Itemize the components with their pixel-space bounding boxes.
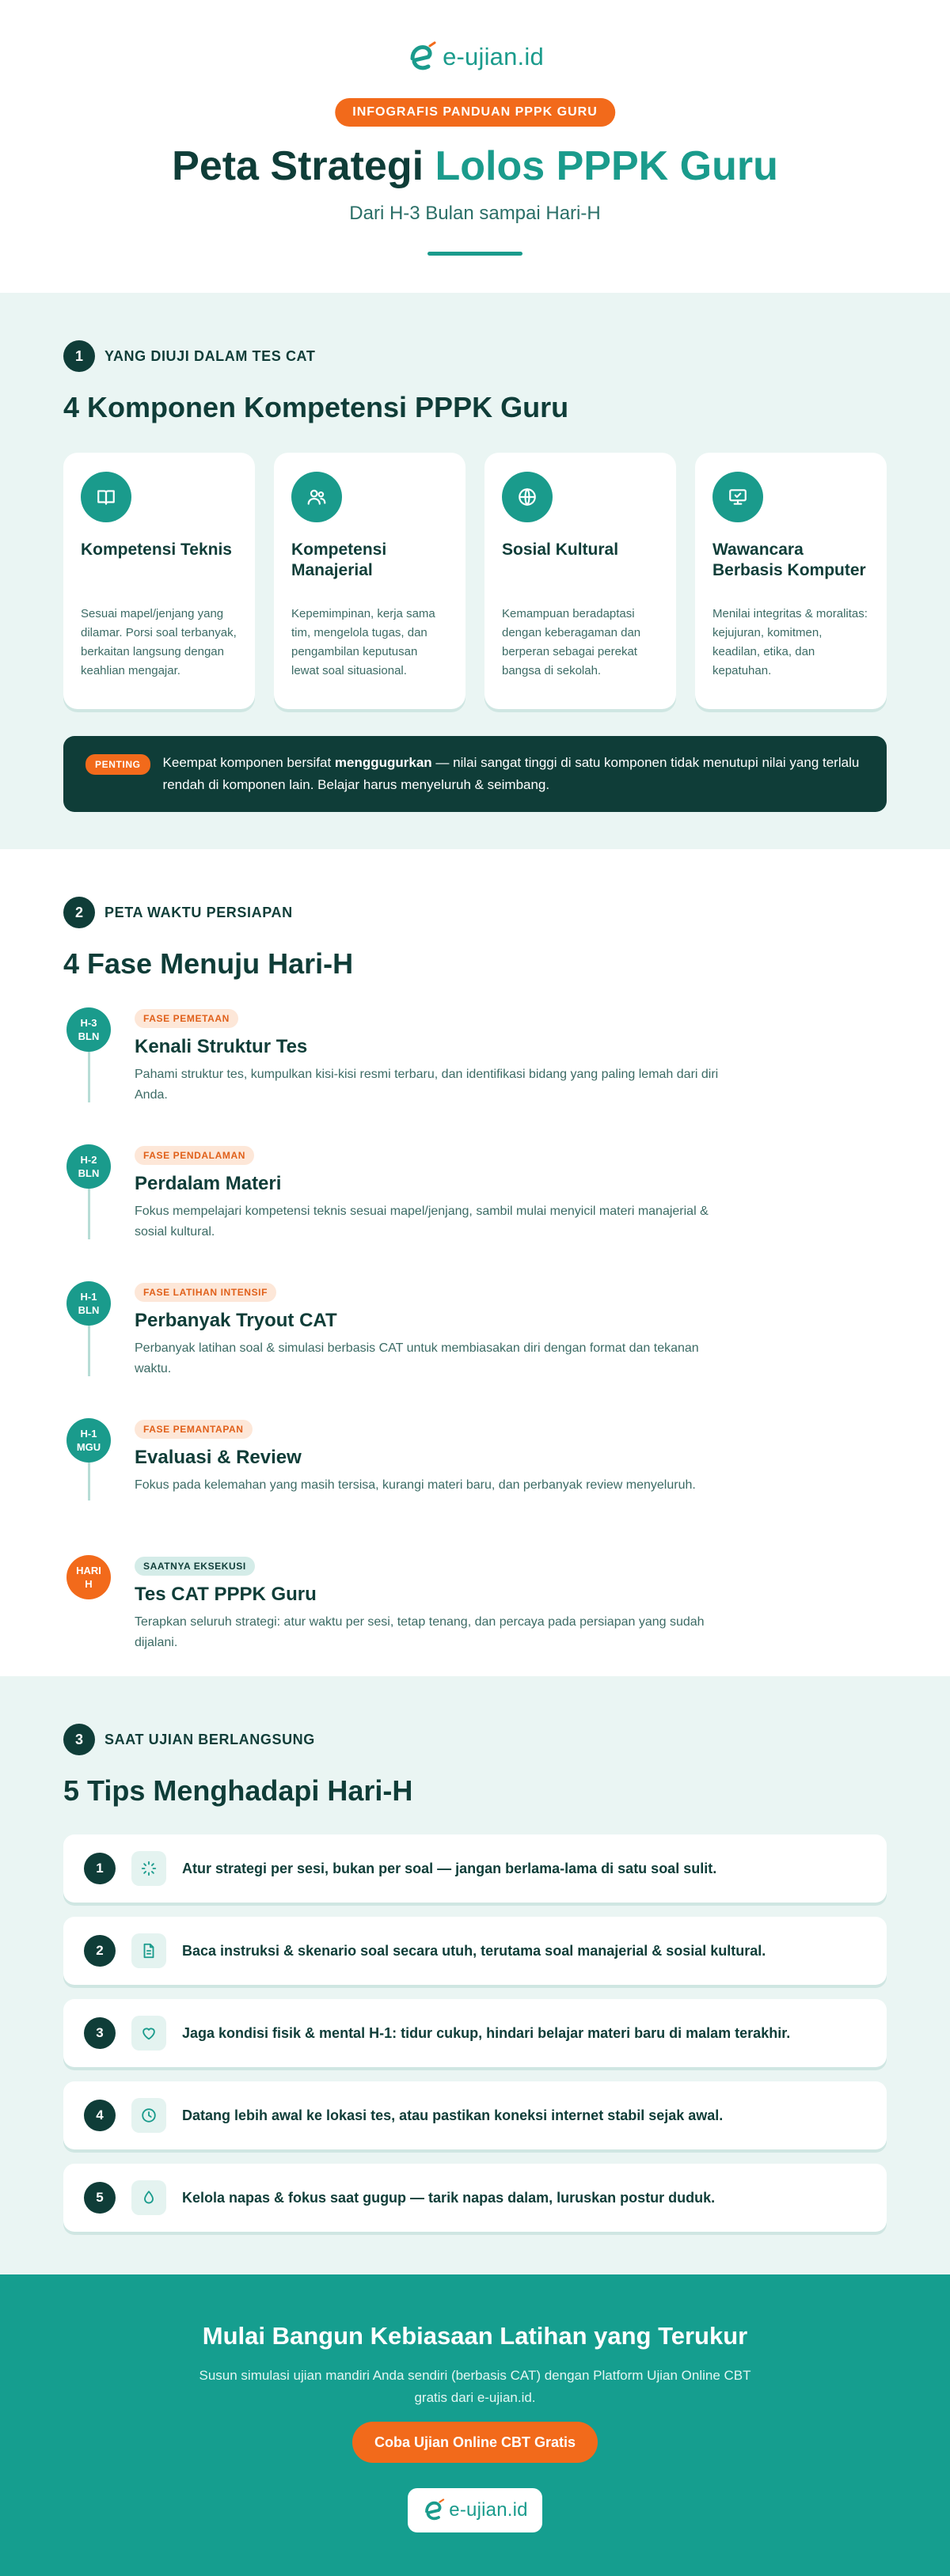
phase-tag: FASE PENDALAMAN [135, 1146, 254, 1165]
e-logo-icon [406, 41, 438, 73]
card-title: Kompetensi Teknis [81, 541, 232, 559]
phase-tag: SAATNYA EKSEKUSI [135, 1557, 255, 1576]
footer-cta [0, 2274, 950, 2576]
section-tips [0, 1676, 950, 2274]
section-head [63, 897, 887, 928]
phase-marker [66, 1418, 111, 1463]
section-head [63, 340, 887, 372]
card-desc: Kepemimpinan, kerja sama tim, mengelola tugas, dan pengambilan keputusan lewat soal situasional. [291, 607, 435, 677]
page-title-main: Peta Strategi [172, 143, 435, 189]
timeline-phase-final [63, 1555, 887, 1692]
users-icon [291, 472, 342, 522]
tip-text: Jaga kondisi fisik & mental H-1: tidur cukup, hindari belajar materi baru di malam terakhir. [182, 2024, 791, 2041]
component-card [695, 453, 887, 709]
phase-marker-line1: HARI [76, 1565, 101, 1576]
tip-number: 5 [84, 2182, 116, 2214]
phase-marker-line1: H-2 [80, 1154, 97, 1166]
tip-text: Kelola napas & fokus saat gugup — tarik napas dalam, luruskan postur duduk. [182, 2189, 716, 2206]
phase-marker [66, 1555, 111, 1599]
section-number: 2 [63, 897, 95, 928]
phase-desc: Fokus pada kelemahan yang masih tersisa, kurangi materi baru, dan perbanyak review menyeluruh. [135, 1478, 696, 1492]
notice-text-bold: menggugurkan [334, 755, 432, 770]
notice-text-after: — nilai sangat tinggi di satu komponen tidak menutupi nilai yang terlalu rendah di komponen lain. Belajar harus menyeluruh & seimbang. [162, 755, 860, 792]
notice-text-before: Keempat komponen bersifat [162, 755, 335, 770]
phase-title: Evaluasi & Review [135, 1447, 302, 1468]
phase-desc: Pahami struktur tes, kumpulkan kisi-kisi resmi terbaru, dan identifikasi bidang yang paling lemah dari diri Anda. [135, 1068, 719, 1102]
notice-badge: PENTING [86, 754, 150, 775]
header-pill: INFOGRAFIS PANDUAN PPPK GURU [335, 98, 615, 127]
page-subtitle: Dari H-3 Bulan sampai Hari-H [349, 203, 601, 224]
card-desc: Sesuai mapel/jenjang yang dilamar. Porsi soal terbanyak, berkaitan langsung dengan keahlian mengajar. [81, 607, 237, 677]
header [0, 0, 950, 293]
phase-connector [88, 1463, 90, 1500]
tips-list [63, 1834, 887, 2232]
phase-marker [66, 1281, 111, 1326]
component-card [63, 453, 255, 709]
timeline-phase [63, 1418, 887, 1555]
globe-icon [502, 472, 553, 522]
phase-title: Perbanyak Tryout CAT [135, 1310, 337, 1331]
phase-tag: FASE PEMETAAN [135, 1009, 238, 1028]
phase-connector [88, 1052, 90, 1102]
card-title: Wawancara Berbasis Komputer [712, 541, 866, 579]
tip-text: Datang lebih awal ke lokasi tes, atau pastikan koneksi internet stabil sejak awal. [182, 2107, 724, 2123]
cta-desc: Susun simulasi ujian mandiri Anda sendiri (berbasis CAT) dengan Platform Ujian Online CBT gratis dari e-ujian.id. [199, 2368, 751, 2405]
phase-marker-line2: MGU [76, 1441, 101, 1453]
section-label: YANG DIUJI DALAM TES CAT [104, 347, 316, 364]
card-desc: Kemampuan beradaptasi dengan keberagaman dan berperan sebagai perekat bangsa di sekolah. [502, 607, 641, 677]
try-free-cbt-button[interactable]: Coba Ujian Online CBT Gratis [352, 2422, 598, 2463]
brand-logo[interactable] [0, 41, 950, 73]
tip-number: 2 [84, 1935, 116, 1967]
timeline-phase [63, 1144, 887, 1281]
drop-icon [131, 2180, 166, 2215]
phase-marker-line2: BLN [78, 1030, 100, 1042]
heart-icon [131, 2016, 166, 2051]
tip-item [63, 2164, 887, 2232]
component-card [484, 453, 676, 709]
phase-marker-line1: H-1 [80, 1428, 97, 1440]
tip-number: 1 [84, 1853, 116, 1884]
phase-connector [88, 1326, 90, 1376]
section-head [63, 1724, 887, 1755]
phase-desc: Perbanyak latihan soal & simulasi berbasis CAT untuk membiasakan diri dengan format dan tekanan waktu. [135, 1341, 699, 1375]
section-number: 3 [63, 1724, 95, 1755]
tip-item [63, 1999, 887, 2067]
phase-marker [66, 1007, 111, 1052]
section-title: 4 Komponen Kompetensi PPPK Guru [63, 391, 569, 423]
section-components [0, 293, 950, 849]
cta-title: Mulai Bangun Kebiasaan Latihan yang Terukur [202, 2322, 748, 2350]
section-label: PETA WAKTU PERSIAPAN [104, 904, 293, 920]
phase-marker-line1: H-1 [80, 1291, 97, 1303]
phase-marker-line2: H [85, 1578, 93, 1590]
phase-marker-line1: H-3 [80, 1017, 97, 1029]
phase-tag: FASE PEMANTAPAN [135, 1420, 253, 1439]
important-notice [63, 736, 887, 812]
page-title-accent: Lolos PPPK Guru [435, 143, 778, 189]
timeline-phase [63, 1007, 887, 1144]
timeline-phase [63, 1281, 887, 1418]
tip-text: Baca instruksi & skenario soal secara utuh, terutama soal manajerial & sosial kultural. [182, 1942, 766, 1959]
footer-brand-name: e-ujian.id [449, 2499, 528, 2521]
brand-name: e-ujian.id [443, 43, 544, 70]
section-title: 4 Fase Menuju Hari-H [63, 947, 354, 980]
phase-title: Tes CAT PPPK Guru [135, 1584, 317, 1605]
tip-item [63, 2081, 887, 2149]
tip-number: 4 [84, 2100, 116, 2131]
phase-desc: Fokus mempelajari kompetensi teknis sesuai mapel/jenjang, sambil mulai menyicil materi manajerial & sosial kultural. [135, 1205, 709, 1239]
section-label: SAAT UJIAN BERLANGSUNG [104, 1731, 315, 1747]
phase-title: Kenali Struktur Tes [135, 1036, 308, 1057]
clock-icon [131, 2098, 166, 2133]
phase-title: Perdalam Materi [135, 1173, 282, 1194]
header-divider [428, 252, 522, 256]
notice-text [163, 752, 864, 796]
phase-tag: FASE LATIHAN INTENSIF [135, 1283, 276, 1302]
timeline [63, 1007, 887, 1692]
tip-number: 3 [84, 2017, 116, 2049]
monitor-icon [712, 472, 763, 522]
card-desc: Menilai integritas & moralitas: kejujuran, komitmen, keadilan, etika, dan kepatuhan. [712, 607, 868, 677]
document-icon [131, 1933, 166, 1968]
phase-marker [66, 1144, 111, 1189]
e-logo-icon [422, 2498, 446, 2522]
page-title [0, 142, 950, 190]
footer-brand-logo[interactable] [408, 2488, 542, 2532]
phase-connector [88, 1189, 90, 1239]
card-title: Sosial Kultural [502, 541, 619, 559]
section-number: 1 [63, 340, 95, 372]
tip-item [63, 1917, 887, 1985]
phase-marker-line2: BLN [78, 1304, 100, 1316]
component-card [274, 453, 466, 709]
book-icon [81, 472, 131, 522]
section-timeline [0, 849, 950, 1676]
phase-desc: Terapkan seluruh strategi: atur waktu per sesi, tetap tenang, dan percaya pada persiapan yang sudah dijalani. [135, 1615, 705, 1649]
tip-text: Atur strategi per sesi, bukan per soal — jangan berlama-lama di satu soal sulit. [182, 1860, 717, 1876]
loader-icon [131, 1851, 166, 1886]
phase-marker-line2: BLN [78, 1167, 100, 1179]
card-title: Kompetensi Manajerial [291, 541, 387, 579]
tip-item [63, 1834, 887, 1903]
section-title: 5 Tips Menghadapi Hari-H [63, 1774, 413, 1807]
component-cards [63, 453, 887, 709]
